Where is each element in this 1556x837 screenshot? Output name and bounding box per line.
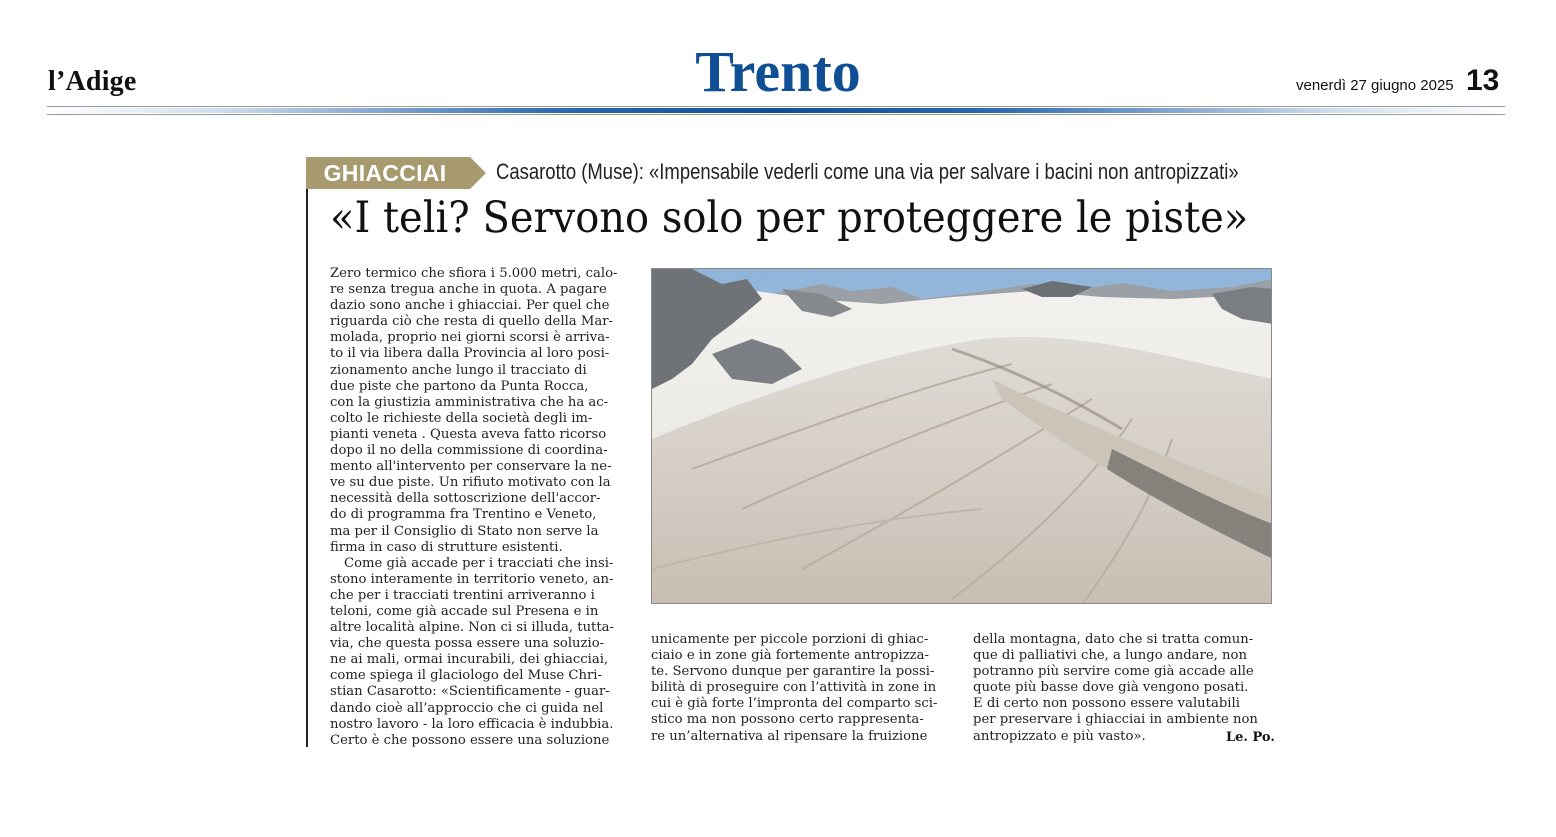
section-title: Trento: [695, 39, 861, 104]
masthead-logo: l’Adige: [48, 66, 137, 97]
paragraph-3: unicamente per piccole porzioni di ghiac- ciaio e in zone già fortemente antropizza- te. Servono dunque per garantire la possi- bilità di proseguire con l’attività in zone in cui è già forte l’impronta del comparto sci- stico ma non possono certo rappresenta- re un’alternativa al ripensare la fruizione: [651, 632, 938, 744]
headline: «I teli? Servono solo per proteggere le piste»: [330, 193, 1249, 243]
issue-date: venerdì 27 giugno 2025: [1296, 77, 1454, 94]
paragraph-4: della montagna, dato che si tratta comun- que di palliativi che, a lungo andare, non potranno più servire come già accade alle quote più basse dove già vengono posati. E di certo non possono essere valutabili per preservare i ghiacciai in ambiente non antropizzato e più vasto».: [973, 632, 1258, 744]
paragraph-2: Come già accade per i tracciati che insi- stono interamente in territorio veneto, an- che per i tracciati trentini arriveranno i teloni, come già accade sul Presena e in altre località alpine. Non ci si illuda, tutta- via, che questa possa essere una soluzio- ne ai mali, ormai incurabili, dei ghiacciai, come spiega il glaciologo del Muse Chri- stian Casarotto: «Scientificamente - guar- dando cioè all’approccio che ci guida nel nostro lavoro - la loro efficacia è indubbia. Certo è che possono essere una soluzione: [330, 555, 614, 748]
header-rule-top: [47, 106, 1505, 107]
glacier-photo: [651, 268, 1272, 604]
article-left-rule: [306, 157, 308, 747]
article-column-1: [330, 266, 629, 749]
article-column-3: [973, 632, 1272, 745]
page-number: 13: [1466, 64, 1500, 97]
header-rule-accent: [47, 108, 1505, 113]
header-rule-bottom: [47, 114, 1505, 115]
paragraph-1: Zero termico che sfiora i 5.000 metri, calo- re senza tregua anche in quota. A pagare dazio sono anche i ghiacciai. Per quel che riguarda ciò che resta di quello della Mar- molada, proprio nei giorni scorsi è arriva- to il via libera dalla Provincia al loro posi- zionamento anche lungo il tracciato di due piste che partono da Punta Rocca, con la giustizia amministrativa che ha ac- colto le richieste della società degli im- pianti veneta . Questa aveva fatto ricorso dopo il no della commissione di coordina- mento all'intervento per conservare la ne- ve su due piste. Un rifiuto motivato con la necessità della sottoscrizione dell'accor- do di programma fra Trentino e Veneto, ma per il Consiglio di Stato non serve la firma in caso di strutture esistenti.: [330, 266, 618, 555]
kicker-text: Casarotto (Muse): «Impensabile vederli come una via per salvare i bacini non antropizzati»: [496, 159, 1239, 184]
article-column-2: [651, 632, 951, 745]
byline: Le. Po.: [1226, 730, 1275, 745]
kicker-tag-label: GHIACCIAI: [323, 160, 447, 186]
